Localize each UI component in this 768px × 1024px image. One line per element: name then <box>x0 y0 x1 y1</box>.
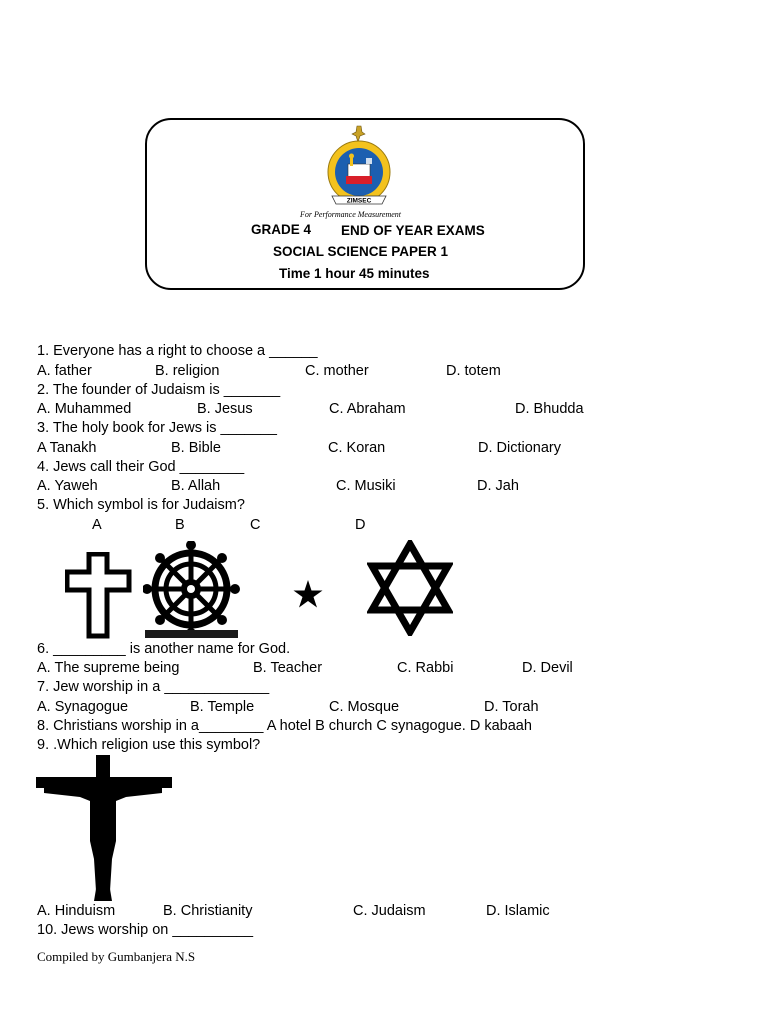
grade-label: GRADE 4 <box>251 222 312 237</box>
logo-text: ZIMSEC <box>346 197 372 205</box>
option: C. Mosque <box>329 699 400 715</box>
star-of-david-icon <box>367 540 453 636</box>
option: B. Bible <box>171 440 221 456</box>
question-5: 5. Which symbol is for Judaism? <box>37 497 245 513</box>
question-4: 4. Jews call their God ________ <box>37 459 245 475</box>
option: A. Hinduism <box>37 903 116 919</box>
option: D. Dictionary <box>478 440 561 456</box>
option: B. Temple <box>190 699 255 715</box>
option: A <box>92 517 102 533</box>
question-8: 8. Christians worship in a________ A hotel B church C synagogue. D kabaah <box>37 718 532 734</box>
option: C <box>250 517 261 533</box>
option: C. Koran <box>328 440 386 456</box>
option: B. Christianity <box>163 903 253 919</box>
latin-cross-icon <box>65 552 133 640</box>
paper-title: SOCIAL SCIENCE PAPER 1 <box>273 244 449 259</box>
option: A. father <box>37 363 92 379</box>
option: A. The supreme being <box>37 660 180 676</box>
option: A. Muhammed <box>37 401 132 417</box>
compiled-by: Compiled by Gumbanjera N.S <box>37 949 196 964</box>
option: B. Teacher <box>253 660 323 676</box>
crescent-star-icon <box>247 550 327 642</box>
question-6: 6. _________ is another name for God. <box>37 641 291 657</box>
option: D. Devil <box>522 660 573 676</box>
option: C. Abraham <box>329 401 406 417</box>
question-1: 1. Everyone has a right to choose a ______ <box>37 343 318 359</box>
option: B. Allah <box>171 478 221 494</box>
dharma-wheel-icon <box>143 541 240 639</box>
zimsec-logo <box>322 124 396 216</box>
exam-title: END OF YEAR EXAMS <box>341 223 485 238</box>
option: B. Jesus <box>197 401 253 417</box>
option: A. Synagogue <box>37 699 129 715</box>
question-3: 3. The holy book for Jews is _______ <box>37 420 277 436</box>
question-9: 9. .Which religion use this symbol? <box>37 737 261 753</box>
question-7: 7. Jew worship in a _____________ <box>37 679 270 695</box>
logo-motto: For Performance Measurement <box>300 210 402 219</box>
option: D. Jah <box>477 478 519 494</box>
option: C. Judaism <box>353 903 426 919</box>
option: A Tanakh <box>37 440 97 456</box>
option: D <box>355 517 366 533</box>
option: D. Islamic <box>486 903 550 919</box>
option: D. Torah <box>484 699 539 715</box>
time-label: Time 1 hour 45 minutes <box>279 266 430 281</box>
question-2: 2. The founder of Judaism is _______ <box>37 382 281 398</box>
question-10: 10. Jews worship on __________ <box>37 922 254 938</box>
option: A. Yaweh <box>37 478 98 494</box>
option: B <box>175 517 185 533</box>
option: C. Musiki <box>336 478 396 494</box>
option: C. mother <box>305 363 369 379</box>
option: C. Rabbi <box>397 660 454 676</box>
option: B. religion <box>155 363 220 379</box>
crucifix-icon <box>36 755 172 901</box>
option: D. totem <box>446 363 501 379</box>
option: D. Bhudda <box>515 401 584 417</box>
